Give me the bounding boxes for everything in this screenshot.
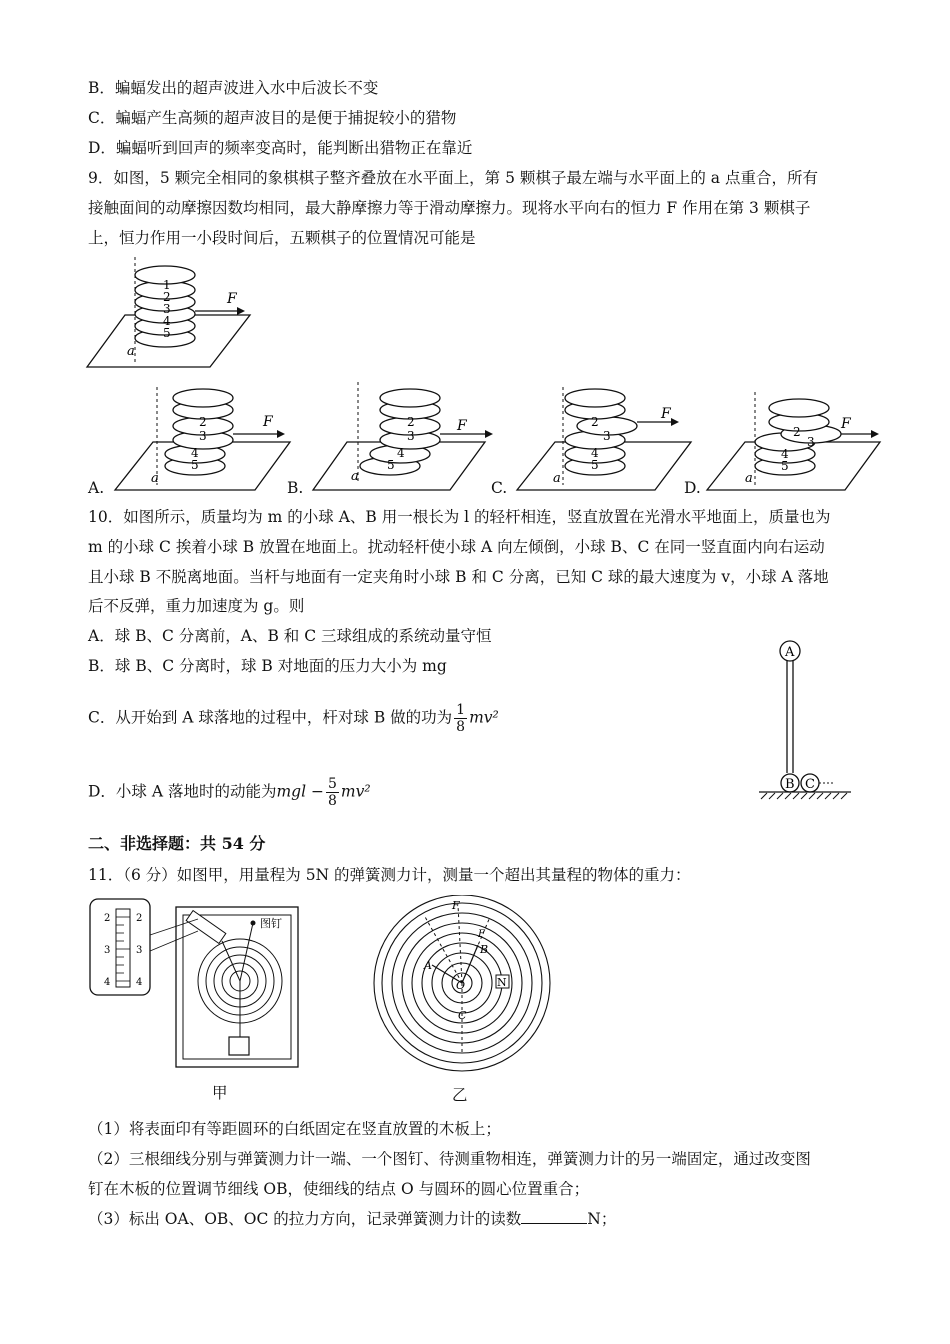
q11-figure-jia	[88, 895, 303, 1075]
svg-text:F: F	[841, 416, 851, 432]
scale-tick-4-left: 4	[104, 977, 111, 988]
q8-option-c: C．蝙蝠产生高频的超声波目的是便于捕捉较小的猎物	[88, 109, 457, 127]
svg-text:5: 5	[191, 458, 199, 472]
q9-stem-line2: 接触面间的动摩擦因数均相同，最大静摩擦力等于滑动摩擦力。现将水平向右的恒力 F 作用在第 3 颗棋子	[88, 199, 811, 217]
q10-option-d-term1: mgl −	[276, 782, 324, 801]
svg-text:3: 3	[407, 429, 415, 443]
yi-label-c: C	[458, 1009, 467, 1022]
q9-piece-2: 2	[163, 290, 171, 304]
q9-main-figure	[85, 255, 255, 370]
q11-step3	[88, 1209, 616, 1229]
yi-label-n: N	[497, 976, 507, 989]
svg-text:4: 4	[591, 446, 599, 460]
scale-tick-2-left: 2	[104, 913, 111, 924]
q8-option-b: B．蝙蝠发出的超声波进入水中后波长不变	[88, 79, 379, 97]
q10-ball-c-label: C	[805, 777, 815, 792]
scale-tick-3-left: 3	[104, 945, 111, 956]
svg-text:F: F	[263, 414, 273, 430]
q10-option-a: A．球 B、C 分离前，A、B 和 C 三球组成的系统动量守恒	[88, 627, 492, 645]
section-heading: 二、非选择题：共 54 分	[88, 834, 266, 853]
q10-option-b: B．球 B、C 分离时，球 B 对地面的压力大小为 mg	[88, 657, 447, 675]
q9-option-c-figure	[517, 387, 691, 490]
svg-text:2: 2	[591, 415, 599, 429]
q10-option-c-text: C．从开始到 A 球落地的过程中，杆对球 B 做的功为	[88, 708, 453, 727]
q10-option-d-fraction	[326, 776, 339, 809]
q11-step1: （1）将表面印有等距圆环的白纸固定在竖直放置的木板上；	[88, 1120, 501, 1138]
svg-text:2: 2	[407, 415, 415, 429]
scale-tick-3-right: 3	[136, 945, 143, 956]
q9-piece-1: 1	[163, 278, 171, 292]
answer-blank[interactable]	[521, 1209, 587, 1224]
q9-option-b-figure	[313, 382, 493, 490]
fraction-denominator: 8	[327, 793, 337, 809]
q11-step3-text: （3）标出 OA、OB、OC 的拉力方向，记录弹簧测力计的读数	[88, 1210, 522, 1228]
svg-text:2: 2	[199, 415, 207, 429]
q11-figure-jia-caption: 甲	[212, 1084, 228, 1102]
q9-option-c-label: C.	[491, 479, 508, 497]
fraction-denominator: 8	[456, 719, 466, 735]
svg-text:4: 4	[397, 446, 405, 460]
q9-option-a-figure	[115, 387, 290, 490]
q10-stem-line4: 后不反弹，重力加速度为 g。则	[88, 597, 305, 615]
fraction-numerator: 1	[456, 702, 466, 718]
yi-label-a: A	[424, 959, 432, 972]
q10-option-c-term: mv²	[469, 708, 499, 727]
q9-option-b-label: B.	[287, 479, 304, 497]
svg-text:3: 3	[807, 435, 815, 449]
scale-tick-4-right: 4	[136, 977, 143, 988]
q10-option-d-text: D．小球 A 落地时的动能为	[88, 782, 277, 801]
svg-text:a: a	[553, 471, 561, 486]
q11-intro: 11．（6 分）如图甲，用量程为 5N 的弹簧测力计，测量一个超出其量程的物体的重力：	[88, 866, 691, 884]
svg-text:3: 3	[603, 429, 611, 443]
q9-option-d-label: D.	[684, 479, 701, 497]
yi-label-fb: F	[478, 929, 485, 940]
q9-force-label: F	[227, 291, 237, 307]
q10-option-d-term2: mv²	[340, 782, 371, 801]
svg-text:3: 3	[199, 429, 207, 443]
q10-option-d	[88, 776, 371, 809]
svg-text:F: F	[457, 418, 467, 434]
q10-ball-b-label: B	[785, 777, 795, 792]
q10-ball-a-label: A	[785, 645, 795, 660]
fraction-numerator: 5	[327, 776, 337, 792]
svg-text:2: 2	[793, 425, 801, 439]
q10-option-c	[88, 702, 499, 735]
yi-label-f: F	[452, 899, 460, 912]
q11-step2-line1: （2）三根细线分别与弹簧测力计一端、一个图钉、待测重物相连，弹簧测力计的另一端固定，通过改变图	[88, 1150, 811, 1168]
svg-text:5: 5	[387, 458, 395, 472]
q9-point-label: a	[127, 344, 135, 359]
svg-text:a: a	[151, 471, 159, 486]
q11-figure-yi	[362, 895, 562, 1075]
q9-option-d-figure	[707, 392, 880, 490]
svg-text:4: 4	[781, 447, 789, 461]
q11-step3-unit: N；	[587, 1210, 617, 1228]
q9-piece-4: 4	[163, 314, 171, 328]
svg-text:5: 5	[781, 459, 789, 473]
q9-option-figures	[85, 382, 945, 497]
yi-label-o: O	[456, 979, 466, 992]
q11-step2-line2: 钉在木板的位置调节细线 OB，使细线的结点 O 与圆环的圆心位置重合；	[88, 1180, 590, 1198]
svg-text:4: 4	[191, 446, 199, 460]
svg-text:F: F	[661, 406, 671, 422]
q9-piece-5: 5	[163, 326, 171, 340]
q9-stem-line1: 9．如图，5 颗完全相同的象棋棋子整齐叠放在水平面上，第 5 颗棋子最左端与水平面上的 a 点重合，所有	[88, 169, 818, 187]
q9-stem-line3: 上，恒力作用一小段时间后，五颗棋子的位置情况可能是	[88, 229, 476, 247]
scale-tick-2-right: 2	[136, 913, 143, 924]
q9-piece-3: 3	[163, 302, 171, 316]
svg-text:a: a	[745, 471, 753, 486]
svg-text:5: 5	[591, 458, 599, 472]
q10-figure	[755, 635, 875, 805]
thumbtack-label: 图钉	[260, 917, 282, 930]
q11-figure-yi-caption: 乙	[452, 1086, 468, 1104]
svg-text:a: a	[351, 469, 359, 484]
q9-option-a-label: A.	[88, 479, 105, 497]
yi-label-b: B	[480, 943, 489, 956]
q8-option-d: D．蝙蝠听到回声的频率变高时，能判断出猎物正在靠近	[88, 139, 473, 157]
q10-stem-line2: m 的小球 C 挨着小球 B 放置在地面上。扰动轻杆使小球 A 向左倾倒，小球 B、C 在同一竖直面内向右运动	[88, 538, 825, 556]
q10-stem-line3: 且小球 B 不脱离地面。当杆与地面有一定夹角时小球 B 和 C 分离，已知 C 球的最大速度为 v，小球 A 落地	[88, 568, 829, 586]
q10-stem-line1: 10．如图所示，质量均为 m 的小球 A、B 用一根长为 l 的轻杆相连，竖直放置在光滑水平地面上，质量也为	[88, 508, 831, 526]
q10-option-c-fraction	[454, 702, 467, 735]
